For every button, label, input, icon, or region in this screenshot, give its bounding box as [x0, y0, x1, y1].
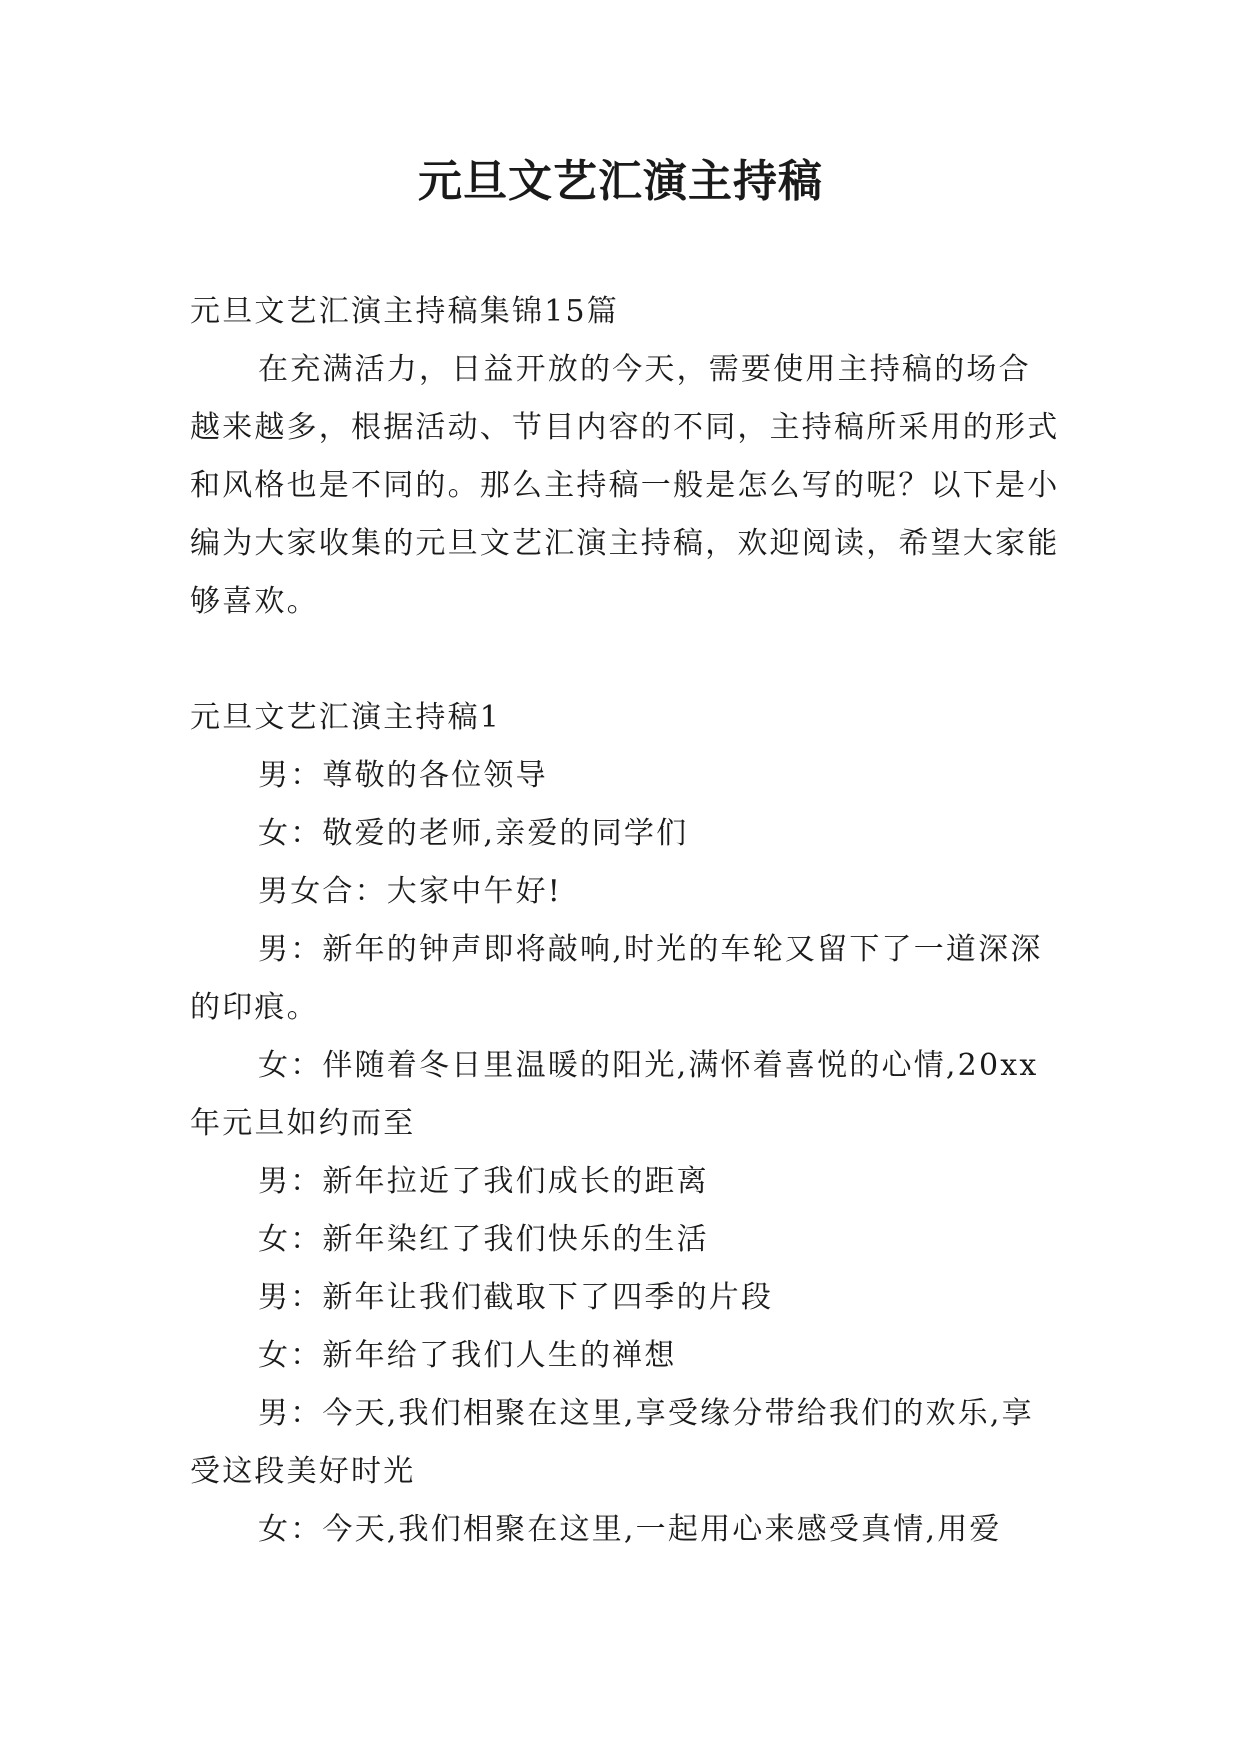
document-subtitle: 元旦文艺汇演主持稿集锦15篇 — [190, 294, 619, 329]
script-line: 男女合：大家中午好! — [258, 874, 563, 909]
document-body — [190, 283, 1060, 1559]
document-title: 元旦文艺汇演主持稿 — [418, 156, 823, 207]
script-line: 男：新年的钟声即将敲响,时光的车轮又留下了一道深深的印痕。 — [190, 932, 1043, 1025]
section-heading: 元旦文艺汇演主持稿1 — [190, 700, 502, 735]
intro-paragraph: 在充满活力，日益开放的今天，需要使用主持稿的场合越来越多，根据活动、节目内容的不同，主持稿所采用的形式和风格也是不同的。那么主持稿一般是怎么写的呢？以下是小编为大家收集的元旦文艺汇演主持稿，欢迎阅读，希望大家能够喜欢。 — [190, 352, 1060, 619]
script-line: 女：新年染红了我们快乐的生活 — [258, 1222, 709, 1257]
script-line: 女：今天,我们相聚在这里,一起用心来感受真情,用爱 — [258, 1512, 1002, 1547]
script-line: 女：新年给了我们人生的禅想 — [258, 1338, 677, 1373]
script-line: 女：伴随着冬日里温暖的阳光,满怀着喜悦的心情,20xx年元旦如约而至 — [190, 1048, 1039, 1141]
script-line: 女：敬爱的老师,亲爱的同学们 — [258, 816, 689, 851]
script-line: 男：新年让我们截取下了四季的片段 — [258, 1280, 774, 1315]
script-line: 男：新年拉近了我们成长的距离 — [258, 1164, 709, 1199]
script-line: 男：今天,我们相聚在这里,享受缘分带给我们的欢乐,享受这段美好时光 — [190, 1396, 1034, 1489]
script-line: 男：尊敬的各位领导 — [258, 758, 548, 793]
section-spacer — [190, 631, 1060, 689]
